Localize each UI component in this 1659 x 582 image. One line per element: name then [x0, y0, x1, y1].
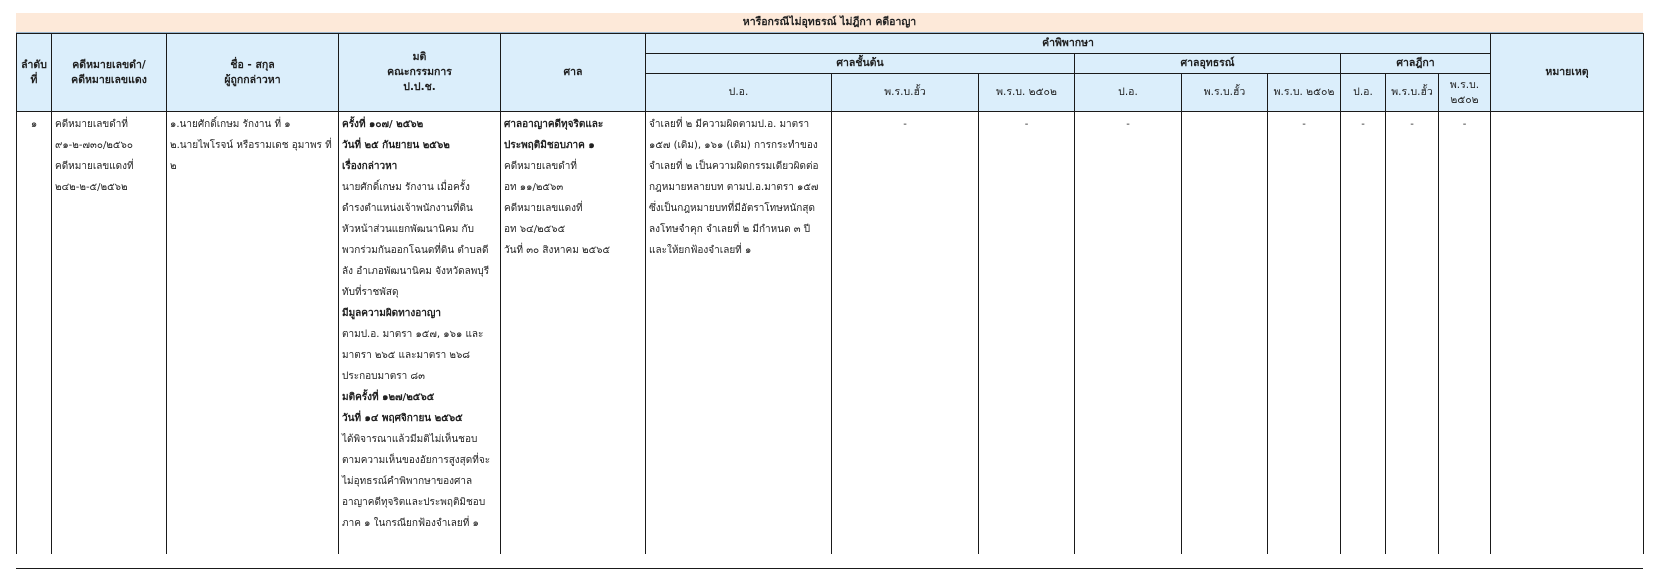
resolution-line: ประกอบมาตรา ๘๓	[342, 371, 425, 382]
header-resolution	[339, 34, 501, 112]
header-resolution-line1: มติ	[412, 51, 427, 63]
cell-supreme-prb: -	[1386, 112, 1439, 555]
court-line: อท ๖๔/๒๕๖๕	[504, 224, 566, 235]
header-resolution-line2: คณะกรรมการ	[387, 66, 452, 78]
cell-supreme-po: -	[1341, 112, 1386, 555]
header-appeal-court: ศาลอุทธรณ์	[1075, 54, 1341, 74]
name-line: ๑.นายศักดิ์เกษม รักงาน ที่ ๑	[170, 119, 291, 130]
spreadsheet	[16, 13, 1643, 554]
judgment-line: จำเลยที่ ๒ เป็นความผิดกรรมเดียวผิดต่อ	[649, 161, 819, 172]
table-row	[17, 112, 1644, 555]
cell-first-court-prb2502: -	[979, 112, 1075, 555]
cell-first-court-prb: -	[832, 112, 979, 555]
resolution-line: อาญาคดีทุจริตและประพฤติมิชอบ	[342, 497, 486, 508]
resolution-line: ไม่อุทธรณ์คำพิพากษาของศาล	[342, 476, 473, 487]
header-supreme-prb2502-line2: ๒๕๐๒	[1450, 93, 1479, 106]
resolution-line: ทับที่ราชพัสดุ	[342, 287, 399, 298]
case-line: ๙๑-๒-๗๓๐/๒๕๖๐	[55, 140, 133, 151]
judgment-line: กฎหมายหลายบท ตามป.อ.มาตรา ๑๕๗	[649, 182, 819, 193]
sheet-title: หารือกรณีไม่อุทธรณ์ ไม่ฎีกา คดีอาญา	[16, 13, 1643, 33]
court-line: คดีหมายเลขดำที่	[504, 161, 577, 172]
case-line: ๒๔๒-๒-๕/๒๕๖๒	[55, 182, 128, 193]
case-table	[16, 33, 1644, 554]
court-line: อท ๑๑/๒๕๖๓	[504, 182, 564, 193]
header-judgment: คำพิพากษา	[646, 34, 1491, 54]
header-first-prb: พ.ร.บ.ฮั้ว	[832, 74, 979, 112]
resolution-line: มีมูลความผิดทางอาญา	[342, 308, 442, 319]
name-line: ๒.นายไพโรจน์ หรือรามเดช อุมาพร ที่	[170, 140, 332, 151]
grid-bottom-line	[16, 568, 1643, 569]
header-name-line2: ผู้ถูกกล่าวหา	[224, 73, 281, 86]
judgment-line: ซึ่งเป็นกฎหมายบทที่มีอัตราโทษหนักสุด	[649, 203, 815, 214]
header-accused-name	[167, 34, 339, 112]
header-case-number-line1: คดีหมายเลขดำ/	[72, 58, 146, 71]
header-supreme-court: ศาลฎีกา	[1341, 54, 1491, 74]
header-supreme-po: ป.อ.	[1341, 74, 1386, 112]
cell-appeal-prb	[1182, 112, 1268, 555]
judgment-line: และให้ยกฟ้องจำเลยที่ ๑	[649, 245, 752, 256]
cell-supreme-prb2502: -	[1439, 112, 1491, 555]
header-supreme-prb2502	[1439, 74, 1491, 112]
resolution-line: วันที่ ๑๔ พฤศจิกายน ๒๕๖๕	[342, 413, 463, 424]
resolution-line: ภาค ๑ ในกรณียกฟ้องจำเลยที่ ๑	[342, 518, 479, 529]
resolution-line: มาตรา ๒๖๕ และมาตรา ๒๖๘	[342, 350, 471, 361]
judgment-line: ๑๕๗ (เดิม), ๑๖๑ (เดิม) การกระทำของ	[649, 140, 818, 151]
header-name-line1: ชื่อ - สกุล	[230, 58, 275, 71]
resolution-line: ครั้งที่ ๑๐๗/ ๒๕๖๒	[342, 119, 424, 130]
case-line: คดีหมายเลขดำที่	[55, 119, 128, 130]
cell-remarks	[1491, 112, 1644, 555]
court-line: วันที่ ๓๐ สิงหาคม ๒๕๖๕	[504, 245, 611, 256]
resolution-line: ลัง อำเภอพัฒนานิคม จังหวัดลพบุรี	[342, 266, 490, 277]
resolution-line: พวกร่วมกันออกโฉนดที่ดิน ตำบลดี	[342, 245, 489, 256]
header-case-number	[52, 34, 167, 112]
resolution-line: ได้พิจารณาแล้วมีมติไม่เห็นชอบ	[342, 434, 478, 445]
case-line: คดีหมายเลขแดงที่	[55, 161, 134, 172]
resolution-line: วันที่ ๒๕ กันยายน ๒๕๖๒	[342, 140, 450, 151]
header-appeal-prb2502: พ.ร.บ. ๒๕๐๒	[1268, 74, 1341, 112]
cell-first-court-po	[646, 112, 832, 555]
header-appeal-prb: พ.ร.บ.ฮั้ว	[1182, 74, 1268, 112]
cell-seq: ๑	[17, 112, 52, 555]
resolution-line: ตามความเห็นของอัยการสูงสุดที่จะ	[342, 455, 491, 466]
cell-resolution	[339, 112, 501, 555]
header-supreme-prb2502-line1: พ.ร.บ.	[1449, 78, 1480, 91]
header-resolution-line3: ป.ป.ช.	[403, 81, 436, 93]
name-line: ๒	[170, 161, 177, 172]
resolution-line: มติครั้งที่ ๑๒๗/๒๕๖๕	[342, 392, 435, 403]
cell-court	[501, 112, 646, 555]
cell-appeal-po: -	[1075, 112, 1182, 555]
cell-appeal-prb2502: -	[1268, 112, 1341, 555]
resolution-line: หัวหน้าส่วนแยกพัฒนานิคม กับ	[342, 224, 474, 235]
header-seq: ลำดับที่	[17, 34, 52, 112]
header-appeal-po: ป.อ.	[1075, 74, 1182, 112]
resolution-line: เรื่องกล่าวหา	[342, 161, 398, 172]
header-case-number-line2: คดีหมายเลขแดง	[71, 73, 147, 86]
header-supreme-prb: พ.ร.บ.ฮั้ว	[1386, 74, 1439, 112]
resolution-line: นายศักดิ์เกษม รักงาน เมื่อครั้ง	[342, 182, 470, 193]
header-court: ศาล	[501, 34, 646, 112]
judgment-line: ลงโทษจำคุก จำเลยที่ ๒ มีกำหนด ๓ ปี	[649, 224, 811, 235]
header-remarks: หมายเหตุ	[1491, 34, 1644, 112]
cell-case-number	[52, 112, 167, 555]
judgment-line: จำเลยที่ ๒ มีความผิดตามป.อ. มาตรา	[649, 119, 810, 130]
header-first-po: ป.อ.	[646, 74, 832, 112]
court-line: คดีหมายเลขแดงที่	[504, 203, 583, 214]
cell-accused-name	[167, 112, 339, 555]
resolution-line: ดำรงตำแหน่งเจ้าพนักงานที่ดิน	[342, 203, 473, 214]
court-line: ศาลอาญาคดีทุจริตและ	[504, 119, 604, 130]
header-first-court: ศาลชั้นต้น	[646, 54, 1075, 74]
header-first-prb2502: พ.ร.บ. ๒๕๐๒	[979, 74, 1075, 112]
resolution-line: ตามป.อ. มาตรา ๑๕๗, ๑๖๑ และ	[342, 329, 484, 340]
court-line: ประพฤติมิชอบภาค ๑	[504, 140, 595, 151]
